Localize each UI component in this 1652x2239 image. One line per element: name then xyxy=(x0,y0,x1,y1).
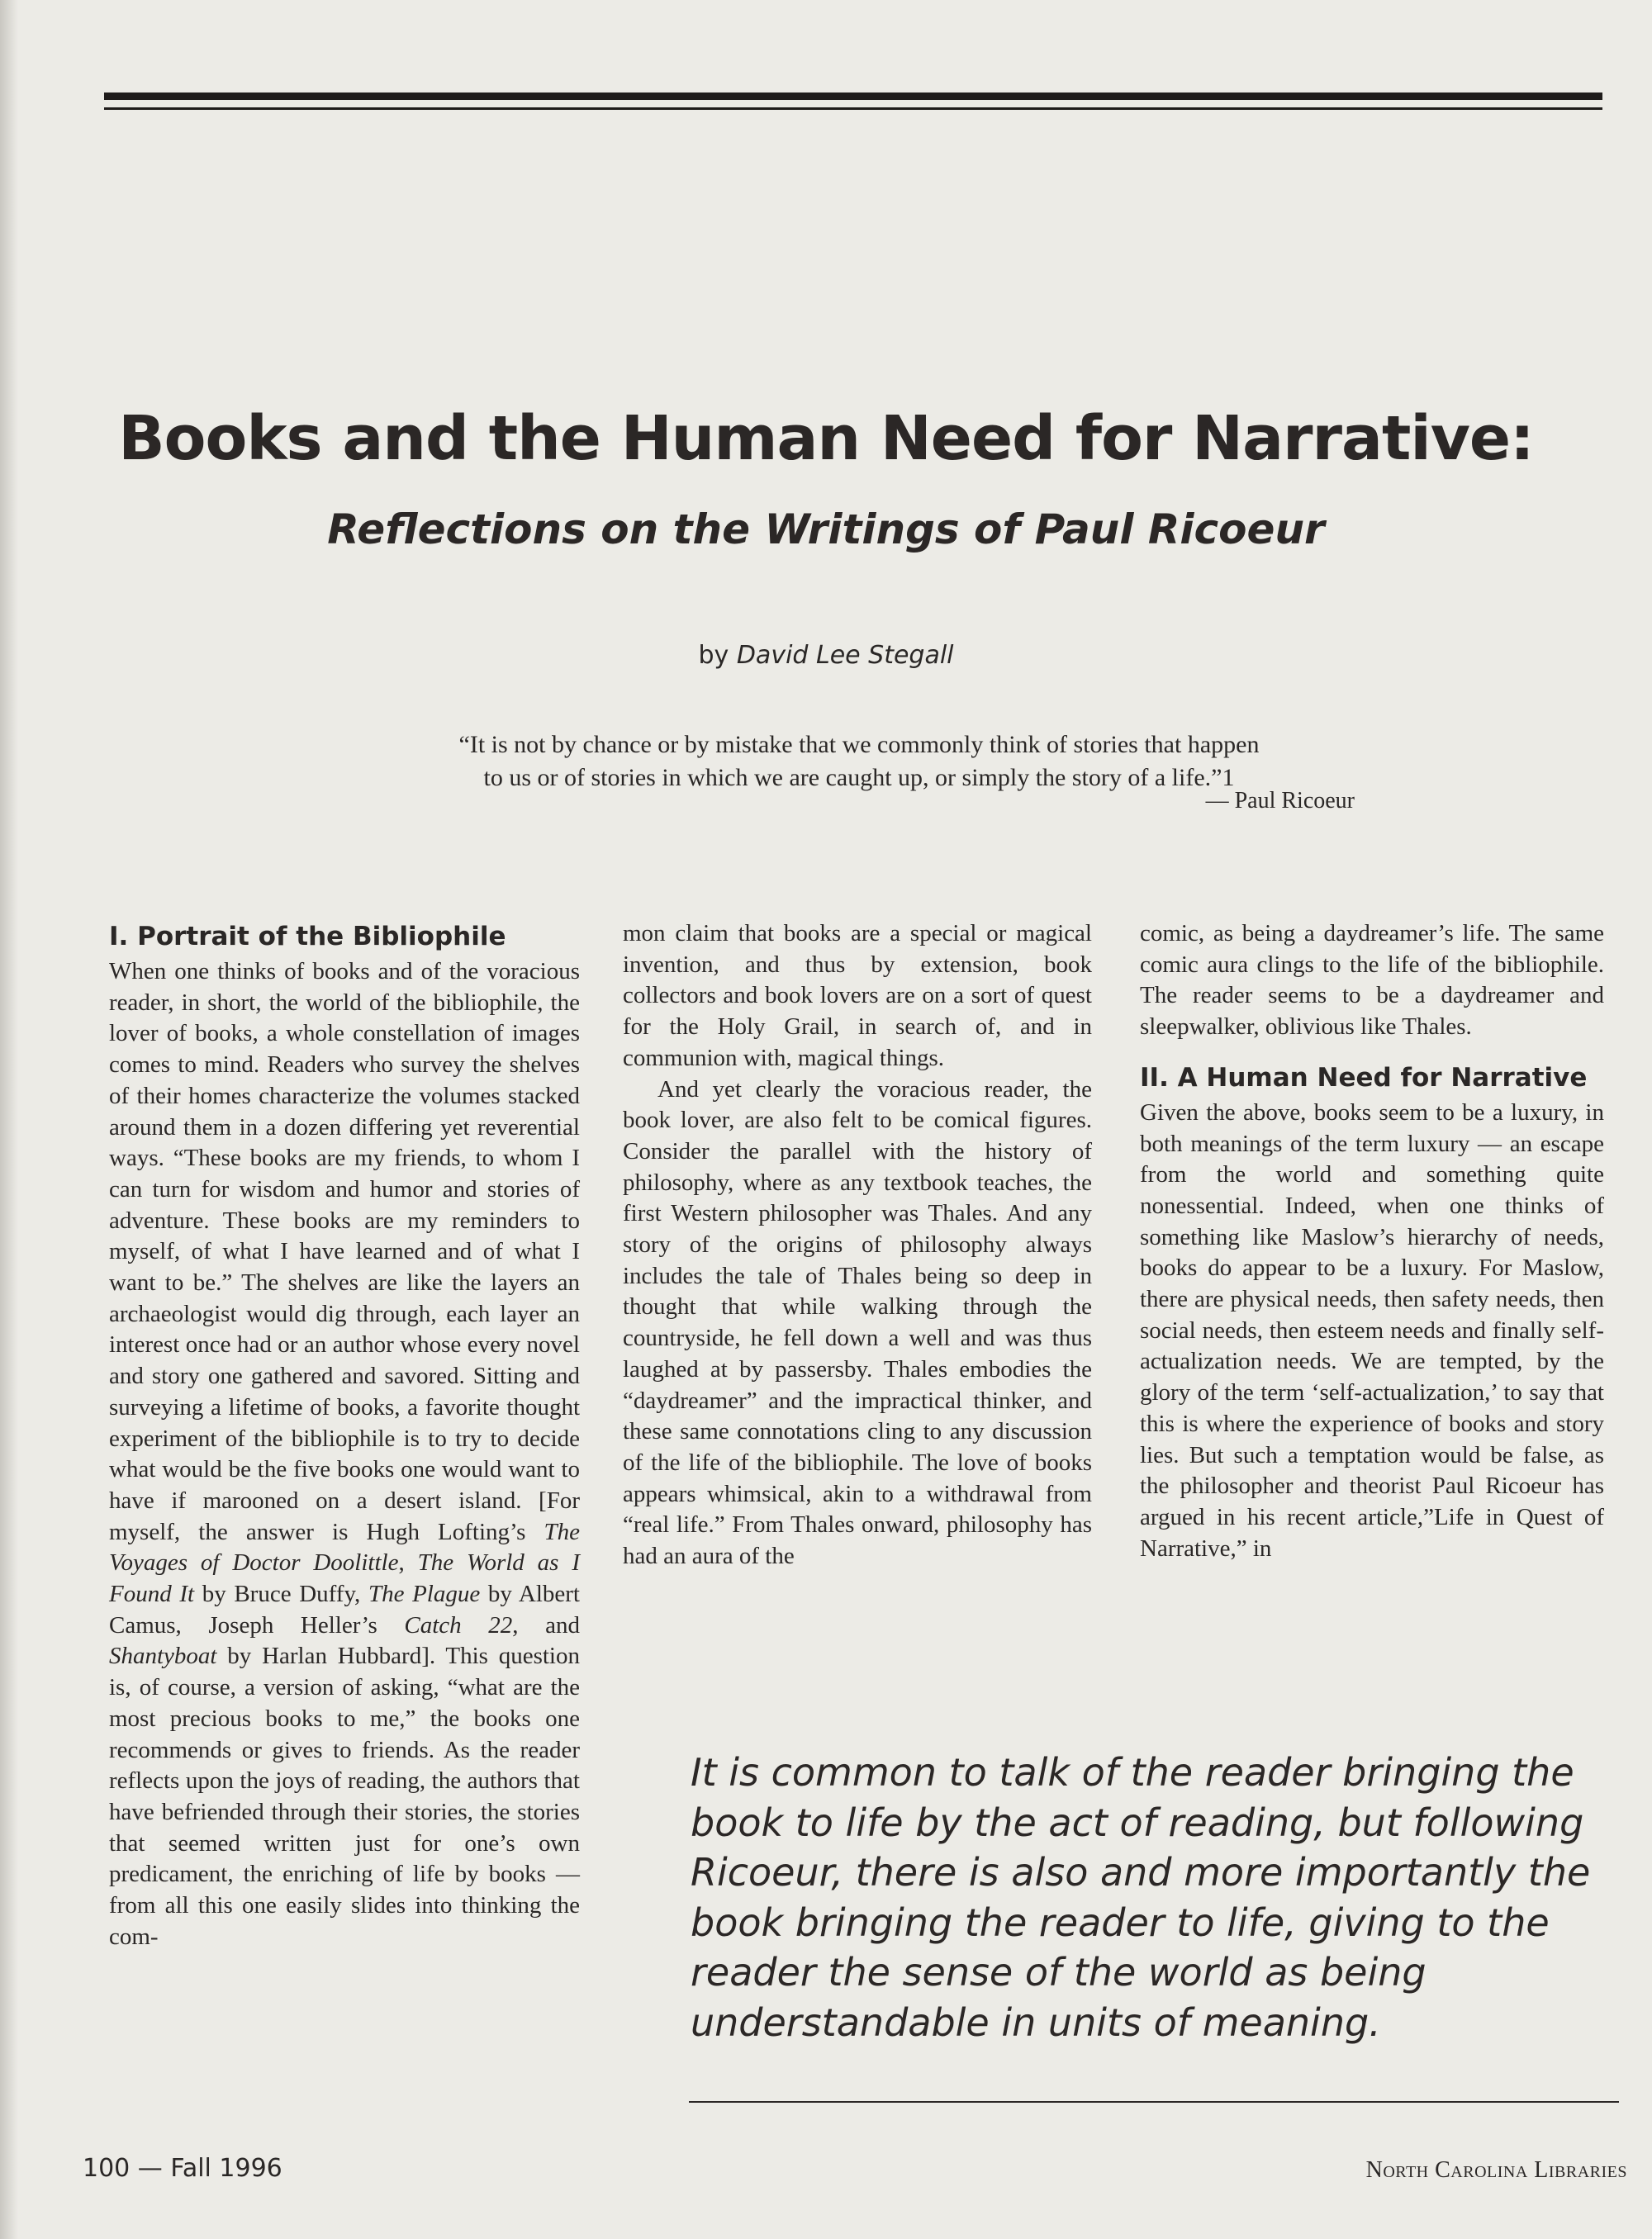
text-run: , and xyxy=(512,1611,580,1639)
header-rule-thick xyxy=(104,93,1602,100)
byline xyxy=(0,641,1652,670)
column-2-paragraph-1: mon claim that books are a special or magical invention, and thus by extension, book collectors and book lovers are on a sort of quest for the Holy Grail, in search of, and in communion with, magical things. xyxy=(623,920,1092,1071)
column-3-paragraph-1: comic, as being a daydreamer’s life. The same comic aura clings to the life of the bibliophile. The reader seems to be a daydreamer and sleepwalker, oblivious like Thales. xyxy=(1140,920,1604,1041)
text-run: by Albert Camus, Joseph Heller’s xyxy=(109,1581,580,1639)
author-name: David Lee Stegall xyxy=(736,641,954,670)
byline-prefix: by xyxy=(698,641,737,670)
text-run: , xyxy=(398,1549,418,1577)
column-1-paragraph xyxy=(109,956,580,1953)
book-title: Catch 22 xyxy=(404,1611,513,1639)
book-title: The World as I Found It xyxy=(109,1549,580,1608)
pull-quote: It is common to talk of the reader bringing the book to life by the act of reading, but following Ricoeur, there is also and more importantly the book bringing the reader to life, giving to the reader the sense of the world as being understandable in units of meaning. xyxy=(691,1750,1591,2045)
section-heading-human-need: II. A Human Need for Narrative xyxy=(1140,1062,1588,1093)
text-run: by Bruce Duffy, xyxy=(194,1581,368,1608)
column-3 xyxy=(1140,918,1604,1564)
epigraph-quote xyxy=(363,728,1355,795)
footer-publication: North Carolina Libraries xyxy=(1365,2157,1627,2183)
text-run: by Harlan Hubbard]. This question is, of course, a version of asking, “what are the most precious books to me,” the books one recommends or gives to friends. As the reader reflects upon the joys of reading, the authors that have befriended through their stories, the stories that seemed written just for one’s own predicament, the enriching of life by books — from all this one easily slides into thinking the com- xyxy=(109,1643,580,1950)
epigraph-attribution: — Paul Ricoeur xyxy=(1205,788,1355,814)
article-title: Books and the Human Need for Narrative: xyxy=(118,403,1534,474)
footer-page-info: 100 — Fall 1996 xyxy=(83,2154,282,2183)
epigraph-line-1: “It is not by chance or by mistake that we commonly think of stories that happen xyxy=(458,731,1260,758)
epigraph-line-2: to us or of stories in which we are caught up, or simply the story of a life.”1 xyxy=(483,764,1235,791)
column-2 xyxy=(623,918,1092,1573)
header-rule-thin xyxy=(104,107,1602,110)
column-2-paragraph-2: And yet clearly the voracious reader, the book lover, are also felt to be comical figures. Consider the parallel with the history of philosophy, where as any textbook teaches, the first Western philosopher was Thales. And any story of the origins of philosophy always includes the tale of Thales being so deep in thought that while walking through the countryside, he fell down a well and was thus laughed at by passersby. Thales embodies the “daydreamer” and the impractical thinker, and these same connotations cling to any discussion of the life of the bibliophile. The love of books appears whimsical, akin to a withdrawal from “real life.” From Thales onward, philosophy has had an aura of the xyxy=(623,1075,1092,1570)
text-run: When one thinks of books and of the voracious reader, in short, the world of the bibliophile, the lover of books, a whole constellation of images comes to mind. Readers who survey the shelves of their homes characterize the volumes stacked around them in a dozen differing yet reverential ways. “These books are my friends, to whom I can turn for wisdom and humor and stories of adventure. These books are my reminders to myself, of what I have learned and of what I want to be.” The shelves are like the layers an archaeologist would dig through, each layer an interest once had or an author whose every novel and story one gathered and savored. Sitting and surveying a lifetime of books, a favorite thought experiment of the bibliophile is to try to decide what would be the five books one would want to have if marooned on a desert island. [For myself, the answer is Hugh Lofting’s xyxy=(109,958,580,1545)
pullquote-rule xyxy=(689,2101,1619,2103)
column-1 xyxy=(109,918,580,1953)
book-title: The Plague xyxy=(368,1581,481,1608)
book-title: Shantyboat xyxy=(109,1643,217,1670)
section-gap xyxy=(1140,1043,1604,1060)
section-heading-portrait: I. Portrait of the Bibliophile xyxy=(109,922,506,951)
book-title: The Voyages of Doctor Doolittle xyxy=(109,1518,580,1577)
article-subtitle: Reflections on the Writings of Paul Ricoeur xyxy=(327,505,1325,553)
column-3-paragraph-2: Given the above, books seem to be a luxury, in both meanings of the term luxury — an escape from the world and something quite nonessential. Indeed, when one thinks of something like Maslow’s hierarchy of needs, books do appear to be a luxury. For Maslow, there are physical needs, then safety needs, then social needs, then esteem needs and finally self-actualization needs. We are tempted, by the glory of the term ‘self-actualization,’ to say that this is where the experience of books and story lies. But such a temptation would be false, as the philosopher and theorist Paul Ricoeur has argued in his recent article,”Life in Quest of Narrative,” in xyxy=(1140,1098,1604,1562)
page-edge-shadow xyxy=(0,0,18,2239)
